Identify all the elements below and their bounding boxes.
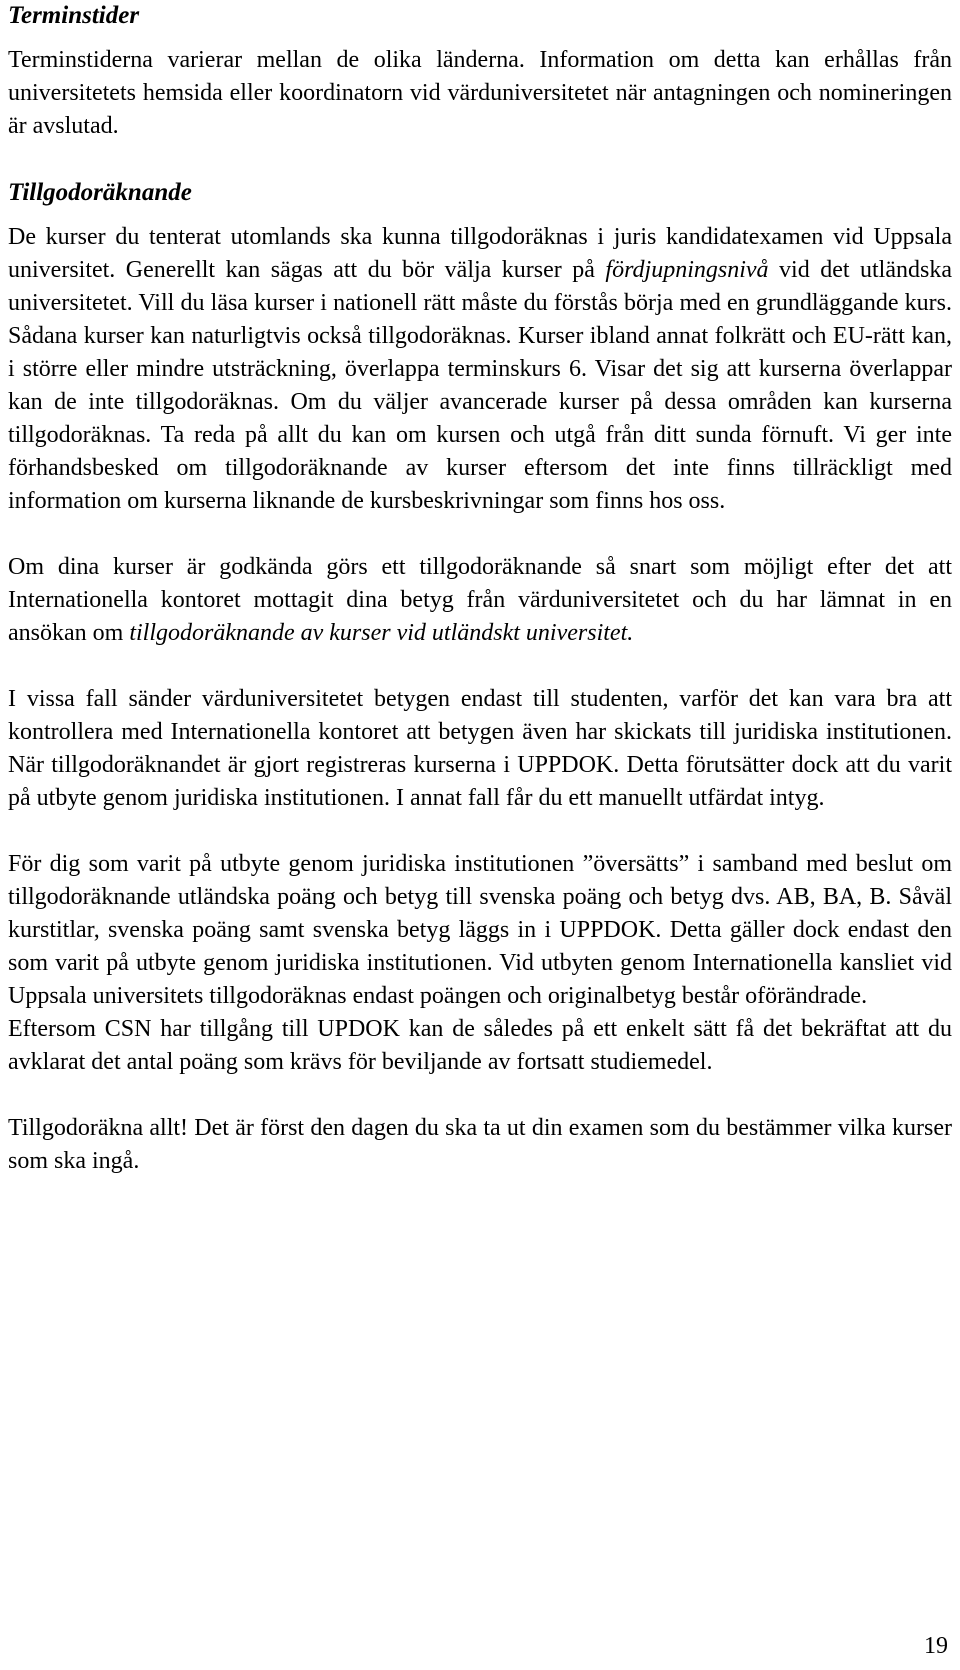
paragraph-betyg: I vissa fall sänder värduniversitetet betygen endast till studenten, varför det kan vara bra att kontrollera med Internationella kontoret att betygen även har skickats till juridiska institutionen. När tillgodoräknandet är gjort registreras kurserna i UPPDOK. Detta förutsätter dock att du varit på utbyte genom juridiska institutionen. I annat fall får du ett manuellt utfärdat intyg. (8, 686, 952, 811)
heading-terminstider: Terminstider (8, 2, 140, 29)
document-page (8, 0, 952, 1178)
heading-tillgodoraknande: Tillgodoräknande (8, 179, 192, 206)
paragraph-godkanda (8, 551, 952, 650)
paragraph-terminstider: Terminstiderna varierar mellan de olika länderna. Information om detta kan erhållas från universitetets hemsida eller koordinatorn vid värduniversitetet när antagningen och nomineringen är avslutad. (8, 47, 952, 139)
page-number: 19 (924, 1633, 948, 1659)
paragraph-kurser (8, 221, 952, 518)
paragraph-allt: Tillgodoräkna allt! Det är först den dagen du ska ta ut din examen som du bestämmer vilka kurser som ska ingå. (8, 1115, 952, 1174)
paragraph-kurser-italic: fördjupningsnivå (605, 257, 769, 283)
paragraph-csn: Eftersom CSN har tillgång till UPDOK kan de således på ett enkelt sätt få det bekräftat att du avklarat det antal poäng som krävs för beviljande av fortsatt studiemedel. (8, 1016, 952, 1075)
paragraph-godkanda-text: Om dina kurser är godkända görs ett tillgodoräknande så snart som möjligt efter det att Internationella kontoret mottagit dina betyg från värduniversitetet och du har lämnat in en ansökan om (8, 554, 952, 646)
paragraph-kurser-text-a: De kurser du tenterat utomlands ska kunna tillgodoräknas i juris kandidatexamen vid Uppsala universitet. Generellt kan sägas att du bör välja kurser på (8, 224, 952, 283)
paragraph-oversatts: För dig som varit på utbyte genom juridiska institutionen ”översätts” i samband med beslut om tillgodoräknande utländska poäng och betyg till svenska poäng och betyg dvs. AB, BA, B. Såväl kurstitlar, svenska poäng samt svenska betyg läggs in i UPPDOK. Detta gäller dock endast den som varit på utbyte genom juridiska institutionen. Vid utbyten genom Internationella kansliet vid Uppsala universitets tillgodoräknas endast poängen och originalbetyg består oförändrade. (8, 851, 952, 1009)
paragraph-godkanda-italic: tillgodoräknande av kurser vid utländskt universitet. (129, 620, 634, 646)
paragraph-kurser-text-b: vid det utländska universitetet. Vill du läsa kurser i nationell rätt måste du förstås börja med en grundläggande kurs. Sådana kurser kan naturligtvis också tillgodoräknas. Kurser ibland annat folkrätt och EU-rätt kan, i större eller mindre utsträckning, överlappa terminskurs 6. Visar det sig att kurserna överlappar kan de inte tillgodoräknas. Om du väljer avancerade kurser på dessa områden kan kurserna tillgodoräknas. Ta reda på allt du kan om kursen och utgå från ditt sunda förnuft. Vi ger inte förhandsbesked om tillgodoräknande av kurser eftersom det inte finns tillräckligt med information om kurserna liknande de kursbeskrivningar som finns hos oss. (8, 257, 952, 514)
